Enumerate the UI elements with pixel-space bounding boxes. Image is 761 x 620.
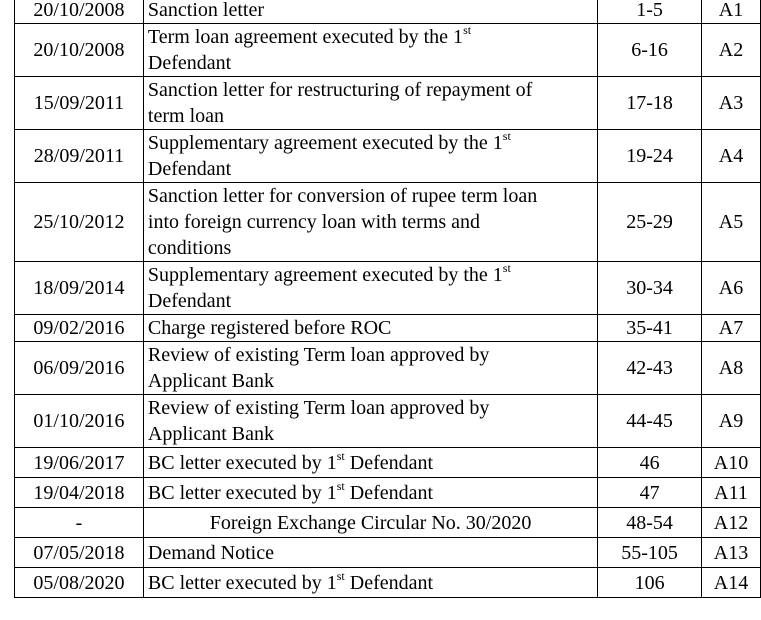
pages-cell: 42-43 xyxy=(598,342,702,395)
date-cell: 06/09/2016 xyxy=(15,342,144,395)
description-line: Charge registered before ROC xyxy=(147,317,392,339)
pages-cell: 19-24 xyxy=(598,130,702,183)
description-cell xyxy=(143,24,597,77)
exhibit-cell: A14 xyxy=(702,568,761,598)
description-text: Defendant xyxy=(344,481,434,504)
exhibit-cell: A9 xyxy=(702,395,761,448)
table-row xyxy=(15,342,761,395)
table-row xyxy=(15,478,761,508)
description-text: Defendant xyxy=(344,451,434,474)
exhibit-cell: A1 xyxy=(702,0,761,24)
ordinal-suffix: st xyxy=(502,261,511,275)
table-row xyxy=(15,448,761,478)
description-text: Defendant xyxy=(344,571,434,594)
description-cell xyxy=(143,315,597,342)
pages-cell: 25-29 xyxy=(598,183,702,262)
date-cell: 09/02/2016 xyxy=(15,315,144,342)
pages-cell: 106 xyxy=(598,568,702,598)
description-line: Defendant xyxy=(147,290,232,312)
description-line: Sanction letter xyxy=(147,0,264,21)
description-cell xyxy=(143,77,597,130)
pages-cell: 30-34 xyxy=(598,262,702,315)
description-text: BC letter executed by 1 xyxy=(147,451,337,474)
description-text: Demand Notice xyxy=(147,541,274,564)
ordinal-suffix: st xyxy=(463,23,472,37)
exhibit-cell: A4 xyxy=(702,130,761,183)
description-cell xyxy=(143,0,597,24)
table-row xyxy=(15,24,761,77)
description-line: conditions xyxy=(147,237,232,259)
pages-cell: 35-41 xyxy=(598,315,702,342)
exhibit-cell: A8 xyxy=(702,342,761,395)
description-cell xyxy=(143,183,597,262)
exhibit-cell: A3 xyxy=(702,77,761,130)
date-cell: 15/09/2011 xyxy=(15,77,144,130)
description-line: Sanction letter for conversion of rupee term loan xyxy=(147,185,538,207)
description-line: Defendant xyxy=(147,52,232,74)
description-line: Review of existing Term loan approved by xyxy=(147,397,490,419)
description-cell xyxy=(143,568,597,598)
document-index-table xyxy=(14,0,761,598)
date-cell: 20/10/2008 xyxy=(15,24,144,77)
exhibit-cell: A6 xyxy=(702,262,761,315)
description-line: Sanction letter for restructuring of repayment of xyxy=(147,79,533,101)
description-cell xyxy=(143,478,597,508)
pages-cell: 48-54 xyxy=(598,508,702,538)
date-cell: 07/05/2018 xyxy=(15,538,144,568)
pages-cell: 55-105 xyxy=(598,538,702,568)
description-line: Supplementary agreement executed by the 1 xyxy=(147,132,503,154)
description-text: BC letter executed by 1 xyxy=(147,481,337,504)
description-line: Review of existing Term loan approved by xyxy=(147,344,490,366)
description-line: Term loan agreement executed by the 1 xyxy=(147,26,464,48)
date-cell: 01/10/2016 xyxy=(15,395,144,448)
date-cell: 19/06/2017 xyxy=(15,448,144,478)
exhibit-cell: A11 xyxy=(702,478,761,508)
ordinal-suffix: st xyxy=(336,478,345,493)
date-cell: - xyxy=(15,508,144,538)
date-cell: 28/09/2011 xyxy=(15,130,144,183)
exhibit-cell: A10 xyxy=(702,448,761,478)
table-row xyxy=(15,262,761,315)
table-row xyxy=(15,315,761,342)
date-cell: 25/10/2012 xyxy=(15,183,144,262)
description-line: Applicant Bank xyxy=(147,370,275,392)
date-cell: 20/10/2008 xyxy=(15,0,144,24)
table-row xyxy=(15,538,761,568)
table-row xyxy=(15,130,761,183)
description-cell xyxy=(143,538,597,568)
description-text: Foreign Exchange Circular No. 30/2020 xyxy=(209,511,532,534)
table-row xyxy=(15,0,761,24)
ordinal-suffix: st xyxy=(336,448,345,463)
pages-cell: 6-16 xyxy=(598,24,702,77)
description-line: into foreign currency loan with terms and xyxy=(147,211,481,233)
table-row xyxy=(15,395,761,448)
exhibit-cell: A13 xyxy=(702,538,761,568)
ordinal-suffix: st xyxy=(502,129,511,143)
table-row xyxy=(15,508,761,538)
description-cell xyxy=(143,262,597,315)
description-text: BC letter executed by 1 xyxy=(147,571,337,594)
description-cell xyxy=(143,508,597,538)
description-line: Supplementary agreement executed by the 1 xyxy=(147,264,503,286)
description-cell xyxy=(143,448,597,478)
exhibit-cell: A5 xyxy=(702,183,761,262)
description-line: Defendant xyxy=(147,158,232,180)
pages-cell: 1-5 xyxy=(598,0,702,24)
date-cell: 05/08/2020 xyxy=(15,568,144,598)
exhibit-cell: A12 xyxy=(702,508,761,538)
ordinal-suffix: st xyxy=(336,568,345,583)
description-cell xyxy=(143,342,597,395)
date-cell: 19/04/2018 xyxy=(15,478,144,508)
date-cell: 18/09/2014 xyxy=(15,262,144,315)
pages-cell: 46 xyxy=(598,448,702,478)
description-line: term loan xyxy=(147,105,225,127)
pages-cell: 17-18 xyxy=(598,77,702,130)
description-line: Applicant Bank xyxy=(147,423,275,445)
description-cell xyxy=(143,395,597,448)
exhibit-cell: A7 xyxy=(702,315,761,342)
pages-cell: 47 xyxy=(598,478,702,508)
exhibit-cell: A2 xyxy=(702,24,761,77)
table-row xyxy=(15,568,761,598)
table-row xyxy=(15,183,761,262)
table-row xyxy=(15,77,761,130)
pages-cell: 44-45 xyxy=(598,395,702,448)
description-cell xyxy=(143,130,597,183)
